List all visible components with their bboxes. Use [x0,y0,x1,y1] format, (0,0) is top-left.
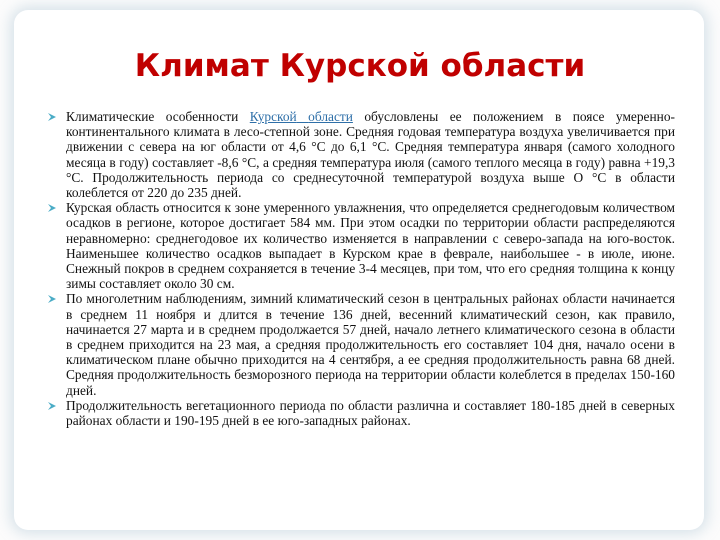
link-space[interactable] [297,109,308,124]
bullet-icon [47,294,57,304]
paragraph-text: Продолжительность вегетационного периода по области различна и составляет 180-185 дней в северных районах области и 190-195 дней в ее юго-западных районах. [66,397,675,429]
bullet-paragraph-2 [47,200,675,291]
link-kursk[interactable]: Курской [249,109,297,124]
paragraph-text: обусловлены ее положением в поясе умеренно-континентального климата в лесо-степной зоне. Средняя годовая температура воздуха увеличивается при движении с севера на юг области от 4,6 °С до 6,1 °С. Средняя температура января (самого холодного месяца в году) составляет -8,6 °С, а средняя температура июля (самого теплого месяца в году) равна +19,3 °С. Продолжительность периода со среднесуточной температурой воздуха выше О °С в области колеблется от 220 до 235 дней. [66,109,675,201]
bullet-icon [47,112,57,122]
paragraph-text: Климатические особенности [66,109,250,124]
bullet-paragraph-1 [47,109,675,200]
bullet-paragraph-4 [47,398,675,428]
paragraph-text: По многолетним наблюдениям, зимний климатический сезон в центральных районах области начинается в среднем 11 ноября и длится в течение 136 дней, весенний климатический сезон, как правило, начинается 27 марта и в среднем продолжается 57 дней, начало летнего климатического сезона в области в среднем приходится на 23 мая, а средняя продолжительность его составляет 104 дня, начало осени в климатическом плане обычно приходится на 4 сентября, а ее средняя продолжительность равна 68 дней. Средняя продолжительность безморозного периода на территории области колеблется в пределах 150-160 дней. [66,291,675,398]
slide-title: Климат Курской области [134,48,586,84]
link-oblast[interactable]: области [308,109,353,124]
bullet-icon [47,203,57,213]
bullet-list [47,109,675,428]
bullet-icon [47,401,57,411]
paragraph-text: Курская область относится к зоне умеренного увлажнения, что определяется среднегодовым количеством осадков в регионе, которое достигает 584 мм. При этом осадки по территории области распределяются неравномерно: среднегодовое их количество изменяется в направлении с северо-запада на юго-восток. Наименьшее количество осадков выпадает в Курском крае в феврале, наибольшее - в июле, июне. Снежный покров в среднем сохраняется в течение 3-4 месяцев, при том, что его средняя толщина к концу зимы составляет около 30 см. [66,200,675,292]
bullet-paragraph-3 [47,291,675,397]
